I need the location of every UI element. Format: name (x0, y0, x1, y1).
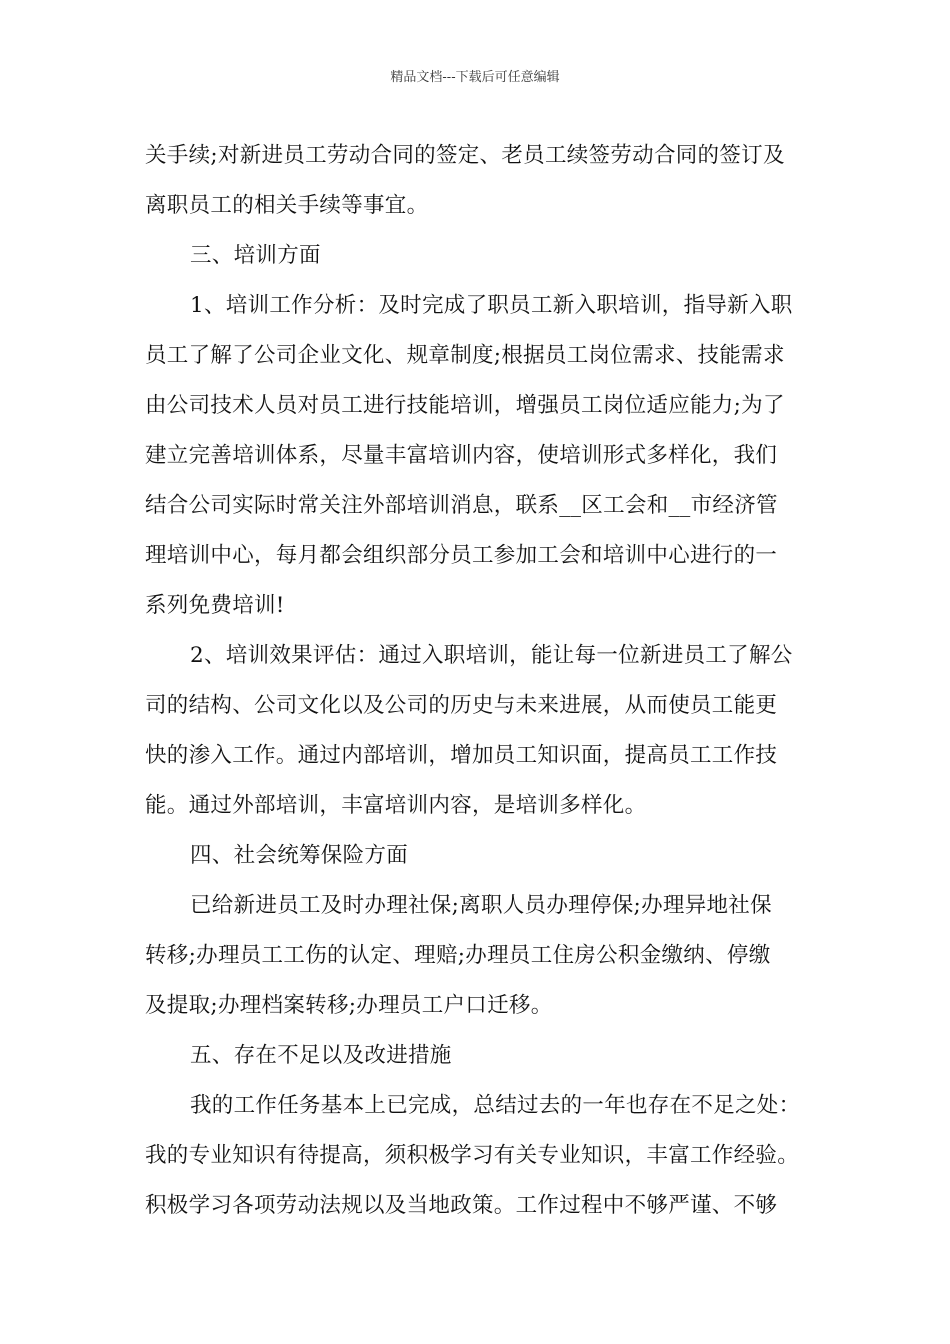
text-line: 司的结构、公司文化以及公司的历史与未来进展，从而使员工能更 (145, 693, 778, 718)
text-line: 1、培训工作分析：及时完成了职员工新入职培训，指导新入职 (190, 293, 793, 318)
text-line: 已给新进员工及时办理社保;离职人员办理停保;办理异地社保 (190, 893, 772, 918)
page-header: 精品文档---下载后可任意编辑 (390, 70, 560, 85)
text-line: 积极学习各项劳动法规以及当地政策。工作过程中不够严谨、不够 (145, 1193, 778, 1218)
text-line: 我的工作任务基本上已完成，总结过去的一年也存在不足之处： (190, 1093, 801, 1118)
text-line: 离职员工的相关手续等事宜。 (145, 193, 429, 218)
text-line: 我的专业知识有待提高，须积极学习有关专业知识，丰富工作经验。 (145, 1143, 800, 1168)
section-heading: 五、存在不足以及改进措施 (190, 1043, 452, 1068)
text-line: 系列免费培训! (145, 593, 285, 618)
text-line: 结合公司实际时常关注外部培训消息，联系__区工会和__市经济管 (145, 493, 778, 518)
text-line: 关手续;对新进员工劳动合同的签定、老员工续签劳动合同的签订及 (145, 143, 785, 168)
section-heading: 四、社会统筹保险方面 (190, 843, 409, 868)
text-line: 能。通过外部培训，丰富培训内容，是培训多样化。 (145, 793, 647, 818)
section-heading: 三、培训方面 (190, 243, 321, 268)
text-line: 由公司技术人员对员工进行技能培训，增强员工岗位适应能力;为了 (145, 393, 785, 418)
text-line: 快的渗入工作。通过内部培训，增加员工知识面，提高员工工作技 (145, 743, 778, 768)
text-line: 员工了解了公司企业文化、规章制度;根据员工岗位需求、技能需求 (145, 343, 785, 368)
text-line: 理培训中心，每月都会组织部分员工参加工会和培训中心进行的一 (145, 543, 778, 568)
text-line: 建立完善培训体系，尽量丰富培训内容，使培训形式多样化，我们 (145, 443, 778, 468)
text-line: 及提取;办理档案转移;办理员工户口迁移。 (145, 993, 553, 1018)
text-line: 转移;办理员工工伤的认定、理赔;办理员工住房公积金缴纳、停缴 (145, 943, 771, 968)
text-line: 2、培训效果评估：通过入职培训，能让每一位新进员工了解公 (190, 643, 793, 668)
